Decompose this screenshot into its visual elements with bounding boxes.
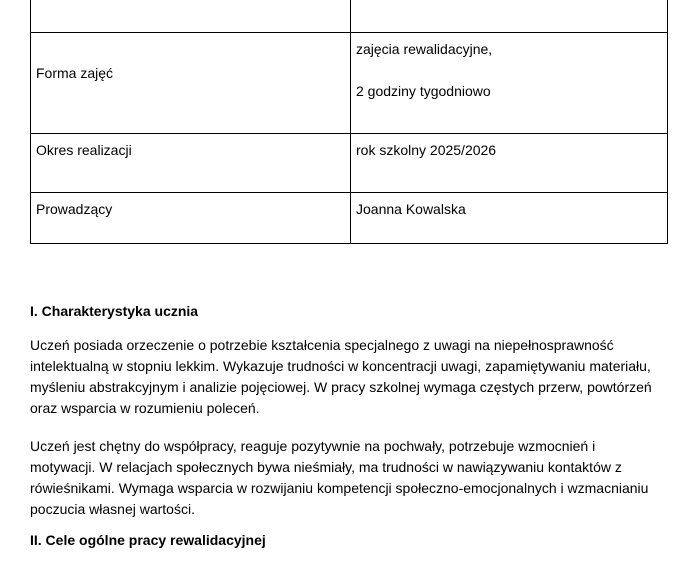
paragraph-1: Uczeń posiada orzeczenie o potrzebie kształcenia specjalnego z uwagi na niepełnosprawność intelektualną w stopniu lekkim. Wykazuje trudności w koncentracji uwagi, zapamiętywaniu materiału, myśleniu abstrakcyjnym i analizie pojęciowej. W pracy szkolnej wymaga częstych przerw, powtórzeń oraz wsparcia w rozumieniu poleceń.	[30, 337, 652, 416]
table-cell-label	[31, 0, 351, 33]
info-table	[30, 0, 668, 244]
table-cell-value: rok szkolny 2025/2026	[351, 134, 668, 193]
table-row	[31, 134, 668, 193]
table-value-line: zajęcia rewalidacyjne,	[356, 41, 493, 57]
table-row	[31, 33, 668, 134]
table-cell-label: Prowadzący	[31, 193, 351, 244]
table-cell-value	[351, 33, 668, 134]
table-row	[31, 0, 668, 33]
section-heading-1: I. Charakterystyka ucznia	[30, 303, 199, 319]
table-cell-value	[351, 0, 668, 33]
table-cell-label: Forma zajęć	[31, 33, 351, 134]
section-heading-2: II. Cele ogólne pracy rewalidacyjnej	[30, 532, 266, 548]
paragraph-2: Uczeń jest chętny do współpracy, reaguje pozytywnie na pochwały, potrzebuje wzmocnień i motywacji. W relacjach społecznych bywa nieśmiały, ma trudności w nawiązywaniu kontaktów z rówieśnikami. Wymaga wsparcia w rozwijaniu kompetencji społeczno-emocjonalnych i wzmacnianiu poczucia własnej wartości.	[30, 438, 649, 517]
table-value-line: 2 godziny tygodniowo	[356, 83, 491, 99]
table-row	[31, 193, 668, 244]
table-cell-label: Okres realizacji	[31, 134, 351, 193]
table-cell-value: Joanna Kowalska	[351, 193, 668, 244]
document-body	[30, 301, 663, 564]
